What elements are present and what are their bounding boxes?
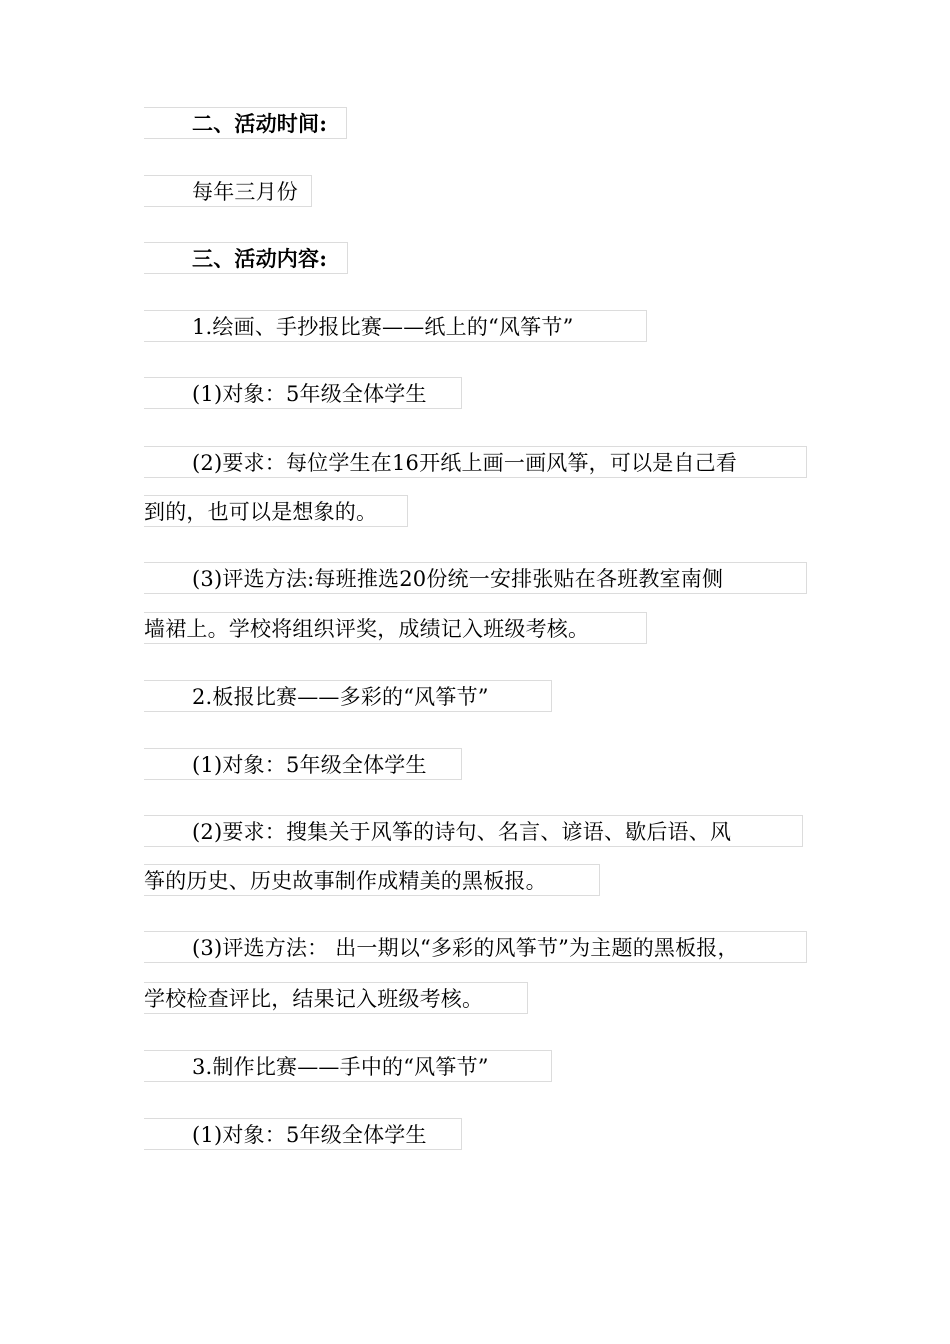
section-heading-activity-content: 三、活动内容: <box>144 242 348 274</box>
item-2-requirement-continued: 筝的历史、历史故事制作成精美的黑板报。 <box>144 864 600 896</box>
item-3-heading: 3.制作比赛——手中的“风筝节” <box>144 1050 552 1082</box>
item-2-evaluation: (3)评选方法： 出一期以“多彩的风筝节”为主题的黑板报， <box>144 931 807 963</box>
item-1-heading: 1.绘画、手抄报比赛——纸上的“风筝节” <box>144 310 647 342</box>
item-2-evaluation-continued: 学校检查评比，结果记入班级考核。 <box>144 982 528 1014</box>
item-1-requirement-continued: 到的，也可以是想象的。 <box>144 495 408 527</box>
item-3-target: (1)对象：5年级全体学生 <box>144 1118 462 1150</box>
activity-time-text: 每年三月份 <box>144 175 312 207</box>
item-2-requirement: (2)要求：搜集关于风筝的诗句、名言、谚语、歇后语、风 <box>144 815 803 847</box>
item-2-target: (1)对象：5年级全体学生 <box>144 748 462 780</box>
item-1-requirement: (2)要求：每位学生在16开纸上画一画风筝，可以是自己看 <box>144 446 807 478</box>
item-1-evaluation-continued: 墙裙上。学校将组织评奖，成绩记入班级考核。 <box>144 612 647 644</box>
section-heading-activity-time: 二、活动时间: <box>144 107 347 139</box>
item-1-target: (1)对象：5年级全体学生 <box>144 377 462 409</box>
item-1-evaluation: (3)评选方法:每班推选20份统一安排张贴在各班教室南侧 <box>144 562 807 594</box>
item-2-heading: 2.板报比赛——多彩的“风筝节” <box>144 680 552 712</box>
